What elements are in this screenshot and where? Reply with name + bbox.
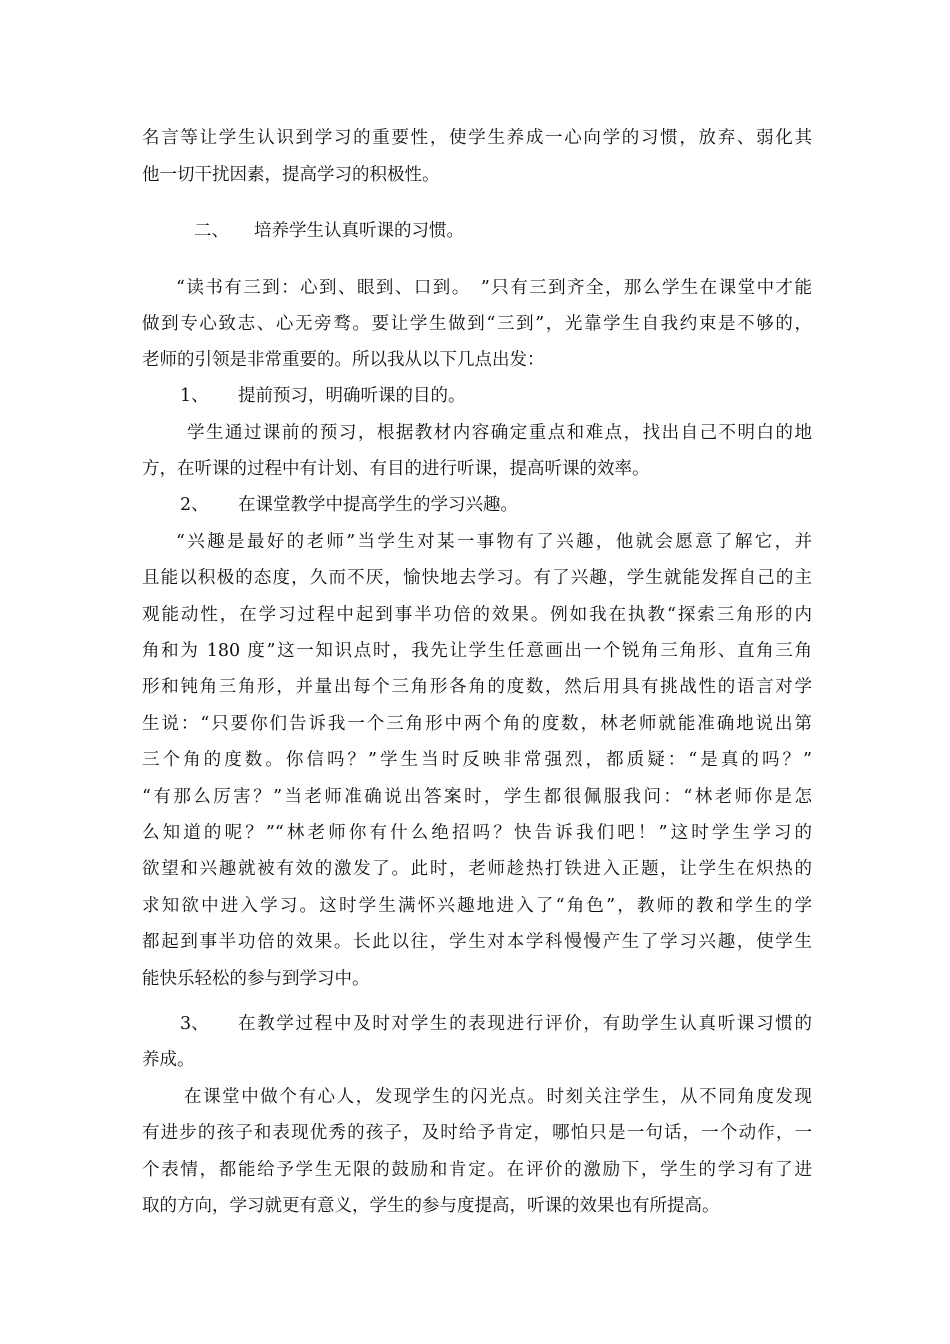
paragraph-line: 名言等让学生认识到学习的重要性，使学生养成一心向学的习惯，放弃、弱化其 xyxy=(142,128,812,148)
paragraph-line: “兴趣是最好的老师”当学生对某一事物有了兴趣，他就会愿意了解它，并 xyxy=(176,532,812,552)
paragraph-line: 且能以积极的态度，久而不厌，愉快地去学习。有了兴趣，学生就能发挥自己的主 xyxy=(142,568,812,588)
paragraph-line: 他一切干扰因素，提高学习的积极性。 xyxy=(142,165,440,185)
paragraph-line: 观能动性，在学习过程中起到事半功倍的效果。例如我在执教“探索三角形的内 xyxy=(142,605,812,625)
item-title: 提前预习，明确听课的目的。 xyxy=(238,386,466,406)
item-title: 在教学过程中及时对学生的表现进行评价，有助学生认真听课习惯的 xyxy=(238,1014,812,1034)
item-number: 1、 xyxy=(180,386,209,406)
paragraph-line: “读书有三到：心到、眼到、口到。 ”只有三到齐全，那么学生在课堂中才能 xyxy=(176,278,812,298)
paragraph-line: 求知欲中进入学习。这时学生满怀兴趣地进入了“角色”，教师的教和学生的学 xyxy=(142,896,812,916)
item-number: 2、 xyxy=(180,495,209,515)
paragraph-line: 个表情，都能给予学生无限的鼓励和肯定。在评价的激励下，学生的学习有了进 xyxy=(142,1160,812,1180)
paragraph-line: 有进步的孩子和表现优秀的孩子，及时给予肯定，哪怕只是一句话，一个动作，一 xyxy=(142,1123,812,1143)
paragraph-line: 生说：“只要你们告诉我一个三角形中两个角的度数，林老师就能准确地说出第 xyxy=(142,714,812,734)
paragraph-line: 么知道的呢？”“林老师你有什么绝招吗？快告诉我们吧！”这时学生学习的 xyxy=(142,823,812,843)
paragraph-line: 做到专心致志、心无旁骛。要让学生做到“三到”，光靠学生自我约束是不够的， xyxy=(142,314,812,334)
paragraph-line: 形和钝角三角形，并量出每个三角形各角的度数，然后用具有挑战性的语言对学 xyxy=(142,677,812,697)
paragraph-line: 学生通过课前的预习，根据教材内容确定重点和难点，找出自己不明白的地 xyxy=(187,423,812,443)
paragraph-line: 方，在听课的过程中有计划、有目的进行听课，提高听课的效率。 xyxy=(142,459,650,479)
paragraph-line: 老师的引领是非常重要的。所以我从以下几点出发： xyxy=(142,350,545,370)
item-number: 3、 xyxy=(180,1014,209,1034)
section-number: 二、 xyxy=(194,221,229,241)
item-title-continued: 养成。 xyxy=(142,1050,195,1070)
paragraph-line: “有那么厉害？”当老师准确说出答案时，学生都很佩服我问：“林老师你是怎 xyxy=(142,787,812,807)
paragraph-line: 欲望和兴趣就被有效的激发了。此时，老师趁热打铁进入正题，让学生在炽热的 xyxy=(142,859,812,879)
paragraph-line: 在课堂中做个有心人，发现学生的闪光点。时刻关注学生，从不同角度发现 xyxy=(184,1087,812,1107)
section-title: 培养学生认真听课的习惯。 xyxy=(254,221,464,241)
paragraph-line: 能快乐轻松的参与到学习中。 xyxy=(142,969,370,989)
paragraph-line: 三个角的度数。你信吗？”学生当时反映非常强烈，都质疑：“是真的吗？” xyxy=(142,750,812,770)
item-title: 在课堂教学中提高学生的学习兴趣。 xyxy=(238,495,518,515)
paragraph-line: 取的方向，学习就更有意义，学生的参与度提高，听课的效果也有所提高。 xyxy=(142,1196,720,1216)
paragraph-line: 角和为 180 度”这一知识点时，我先让学生任意画出一个锐角三角形、直角三角 xyxy=(142,641,812,661)
paragraph-line: 都起到事半功倍的效果。长此以往，学生对本学科慢慢产生了学习兴趣，使学生 xyxy=(142,932,812,952)
